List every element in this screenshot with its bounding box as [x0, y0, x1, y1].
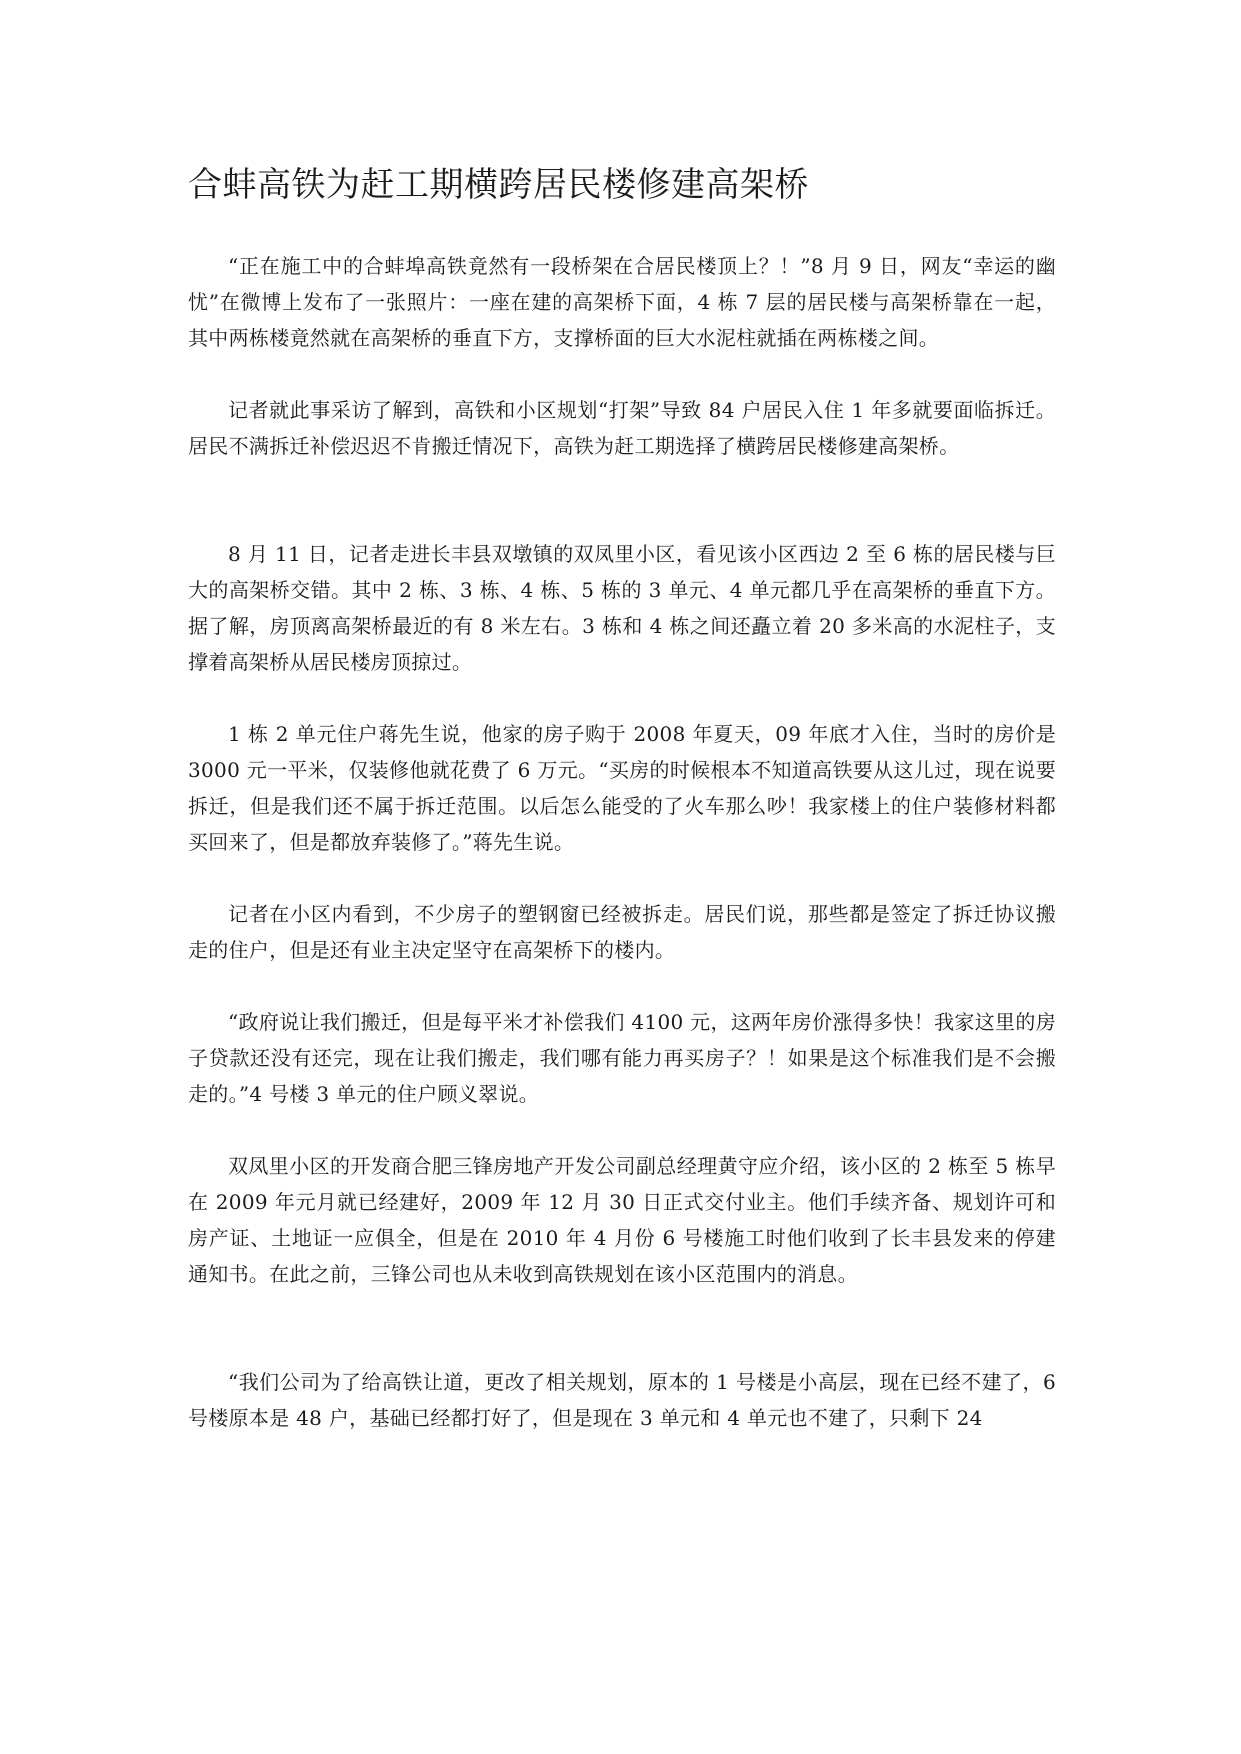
article-body [188, 248, 1056, 1436]
paragraph-1: “正在施工中的合蚌埠高铁竟然有一段桥架在合居民楼顶上？！”8 月 9 日，网友“幸运的幽忧”在微博上发布了一张照片：一座在建的高架桥下面，4 栋 7 层的居民楼与高架桥靠在一起，其中两栋楼竟然就在高架桥的垂直下方，支撑桥面的巨大水泥柱就插在两栋楼之间。 [188, 254, 1056, 350]
paragraph-6: “政府说让我们搬迁，但是每平米才补偿我们 4100 元，这两年房价涨得多快！我家这里的房子贷款还没有还完，现在让我们搬走，我们哪有能力再买房子？！如果是这个标准我们是不会搬走的。”4 号楼 3 单元的住户顾义翠说。 [188, 1010, 1056, 1106]
paragraph-2: 记者就此事采访了解到，高铁和小区规划“打架”导致 84 户居民入住 1 年多就要面临拆迁。居民不满拆迁补偿迟迟不肯搬迁情况下，高铁为赶工期选择了横跨居民楼修建高架桥。 [188, 398, 1056, 458]
paragraph-5: 记者在小区内看到，不少房子的塑钢窗已经被拆走。居民们说，那些都是签定了拆迁协议搬走的住户，但是还有业主决定坚守在高架桥下的楼内。 [188, 902, 1056, 962]
paragraph-8: “我们公司为了给高铁让道，更改了相关规划，原本的 1 号楼是小高层，现在已经不建了，6 号楼原本是 48 户，基础已经都打好了，但是现在 3 单元和 4 单元也不建了，只剩下 24 [188, 1370, 1056, 1430]
paragraph-7: 双凤里小区的开发商合肥三锋房地产开发公司副总经理黄守应介绍，该小区的 2 栋至 5 栋早在 2009 年元月就已经建好，2009 年 12 月 30 日正式交付业主。他们手续齐备、规划许可和房产证、土地证一应俱全，但是在 2010 年 4 月份 6 号楼施工时他们收到了长丰县发来的停建通知书。在此之前，三锋公司也从未收到高铁规划在该小区范围内的消息。 [188, 1154, 1056, 1286]
paragraph-4: 1 栋 2 单元住户蒋先生说，他家的房子购于 2008 年夏天，09 年底才入住，当时的房价是 3000 元一平米，仅装修他就花费了 6 万元。“买房的时候根本不知道高铁要从这儿过，现在说要拆迁，但是我们还不属于拆迁范围。以后怎么能受的了火车那么吵！我家楼上的住户装修材料都买回来了，但是都放弃装修了。”蒋先生说。 [188, 722, 1056, 854]
article-title: 合蚌高铁为赶工期横跨居民楼修建高架桥 [188, 165, 809, 205]
paragraph-3: 8 月 11 日，记者走进长丰县双墩镇的双凤里小区，看见该小区西边 2 至 6 栋的居民楼与巨大的高架桥交错。其中 2 栋、3 栋、4 栋、5 栋的 3 单元、4 单元都几乎在高架桥的垂直下方。据了解，房顶离高架桥最近的有 8 米左右。3 栋和 4 栋之间还矗立着 20 多米高的水泥柱子，支撑着高架桥从居民楼房顶掠过。 [188, 542, 1056, 674]
